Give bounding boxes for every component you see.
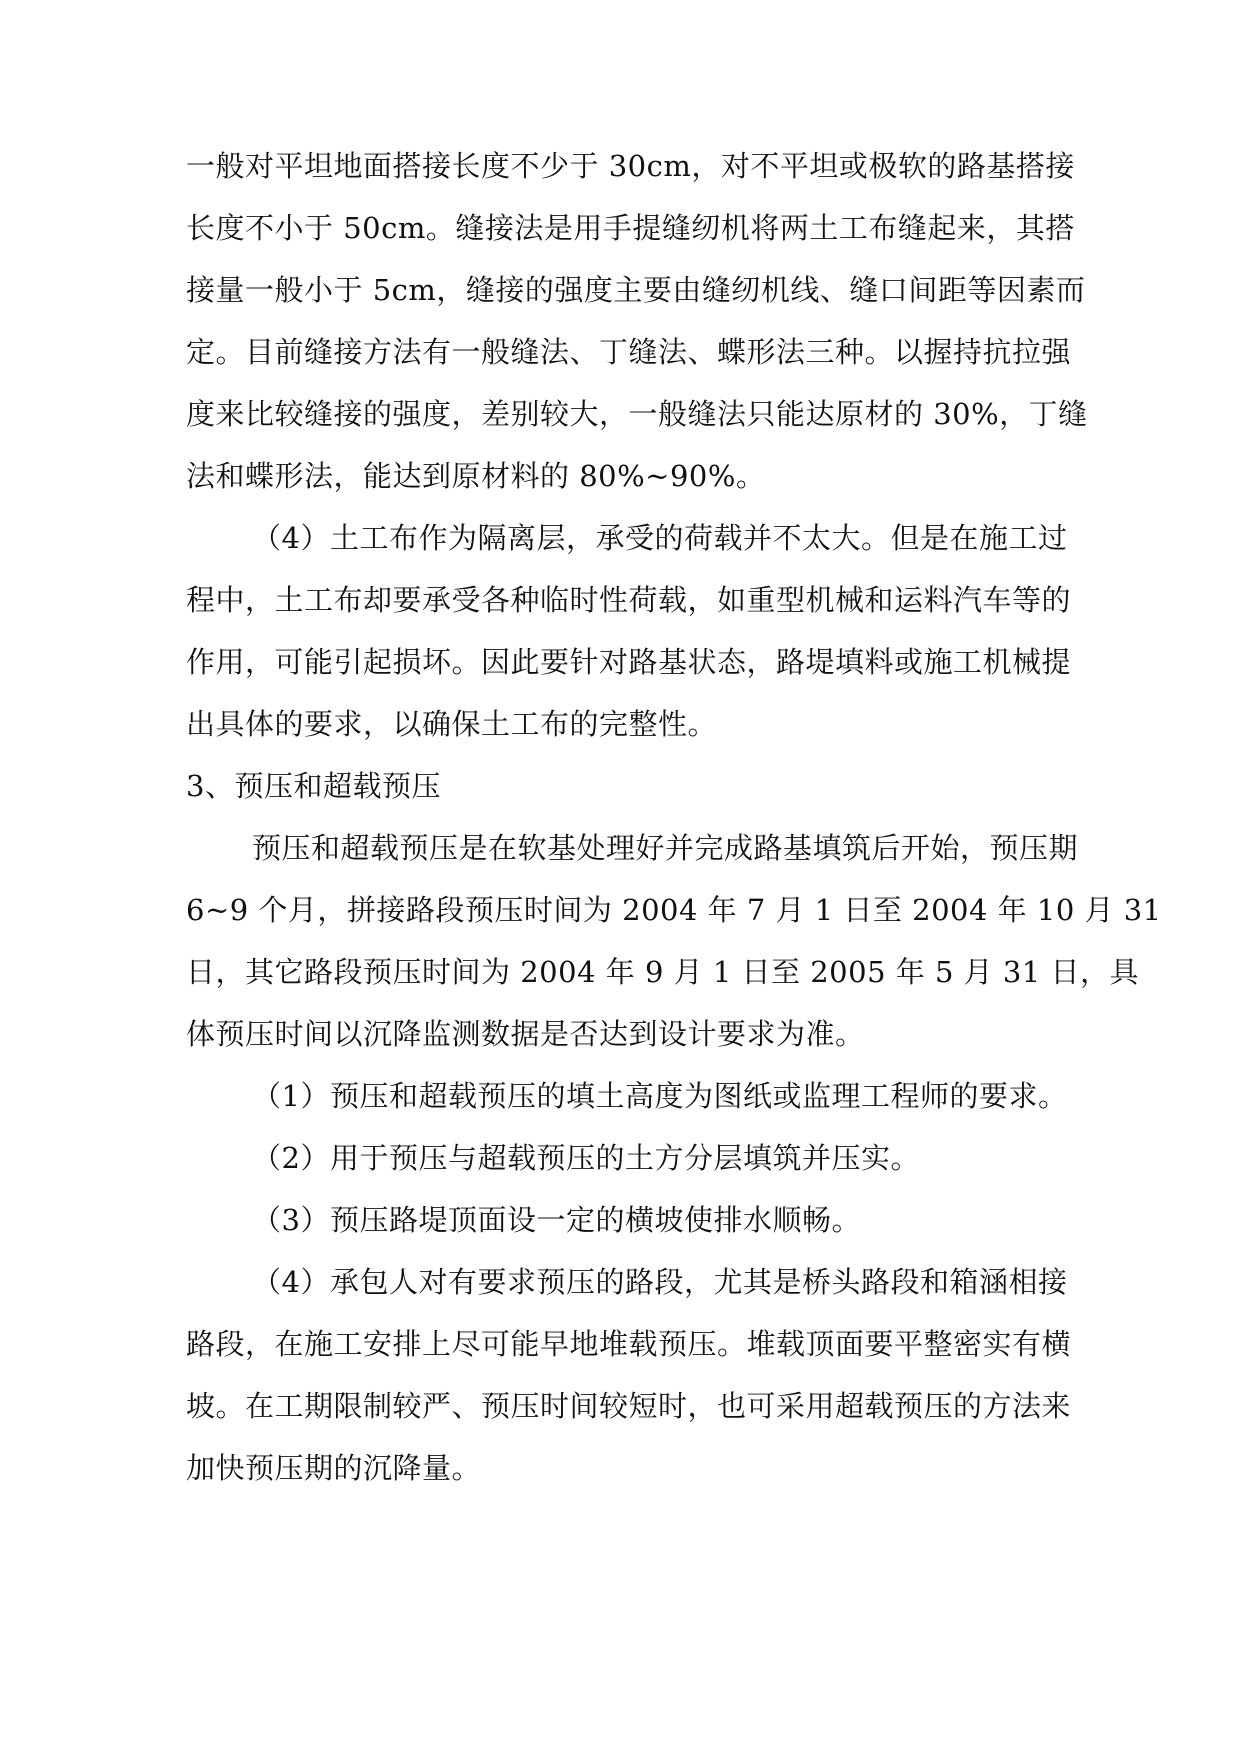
body-text-line: 路段，在施工安排上尽可能早地堆载预压。堆载顶面要平整密实有横 [186, 1327, 1072, 1361]
body-text-line: 6~9 个月，拼接路段预压时间为 2004 年 7 月 1 日至 2004 年 10 月 31 [186, 893, 1162, 927]
body-text-line: 加快预压期的沉降量。 [186, 1451, 482, 1485]
list-item: （3）预压路堤顶面设一定的横坡使排水顺畅。 [252, 1203, 861, 1237]
paragraph-start-line: 预压和超载预压是在软基处理好并完成路基填筑后开始，预压期 [252, 831, 1079, 865]
body-text-line: 一般对平坦地面搭接长度不少于 30cm，对不平坦或极软的路基搭接 [186, 149, 1075, 183]
body-text-line: 接量一般小于 5cm，缝接的强度主要由缝纫机线、缝口间距等因素而 [186, 273, 1086, 307]
paragraph-start-line: （4）土工布作为隔离层，承受的荷载并不太大。但是在施工过 [252, 521, 1068, 555]
body-text-line: 程中，土工布却要承受各种临时性荷载，如重型机械和运料汽车等的 [186, 583, 1072, 617]
body-text-line: 日，其它路段预压时间为 2004 年 9 月 1 日至 2005 年 5 月 31 日，具 [186, 955, 1139, 989]
list-item: （2）用于预压与超载预压的土方分层填筑并压实。 [252, 1141, 920, 1175]
body-text-line: 体预压时间以沉降监测数据是否达到设计要求为准。 [186, 1017, 865, 1051]
body-text-line: 法和蝶形法，能达到原材料的 80%~90%。 [186, 459, 766, 493]
list-item: （4）承包人对有要求预压的路段，尤其是桥头路段和箱涵相接 [252, 1265, 1068, 1299]
list-item: （1）预压和超载预压的填土高度为图纸或监理工程师的要求。 [252, 1079, 1068, 1113]
body-text-line: 坡。在工期限制较严、预压时间较短时，也可采用超载预压的方法来 [186, 1389, 1072, 1423]
body-text-line: 出具体的要求，以确保土工布的完整性。 [186, 707, 718, 741]
section-heading: 3、预压和超载预压 [186, 769, 441, 803]
body-text-line: 度来比较缝接的强度，差别较大，一般缝法只能达原材的 30%，丁缝 [186, 397, 1088, 431]
body-text-line: 作用，可能引起损坏。因此要针对路基状态，路堤填料或施工机械提 [186, 645, 1072, 679]
body-text-line: 定。目前缝接方法有一般缝法、丁缝法、蝶形法三种。以握持抗拉强 [186, 335, 1072, 369]
body-text-line: 长度不小于 50cm。缝接法是用手提缝纫机将两土工布缝起来，其搭 [186, 211, 1075, 245]
